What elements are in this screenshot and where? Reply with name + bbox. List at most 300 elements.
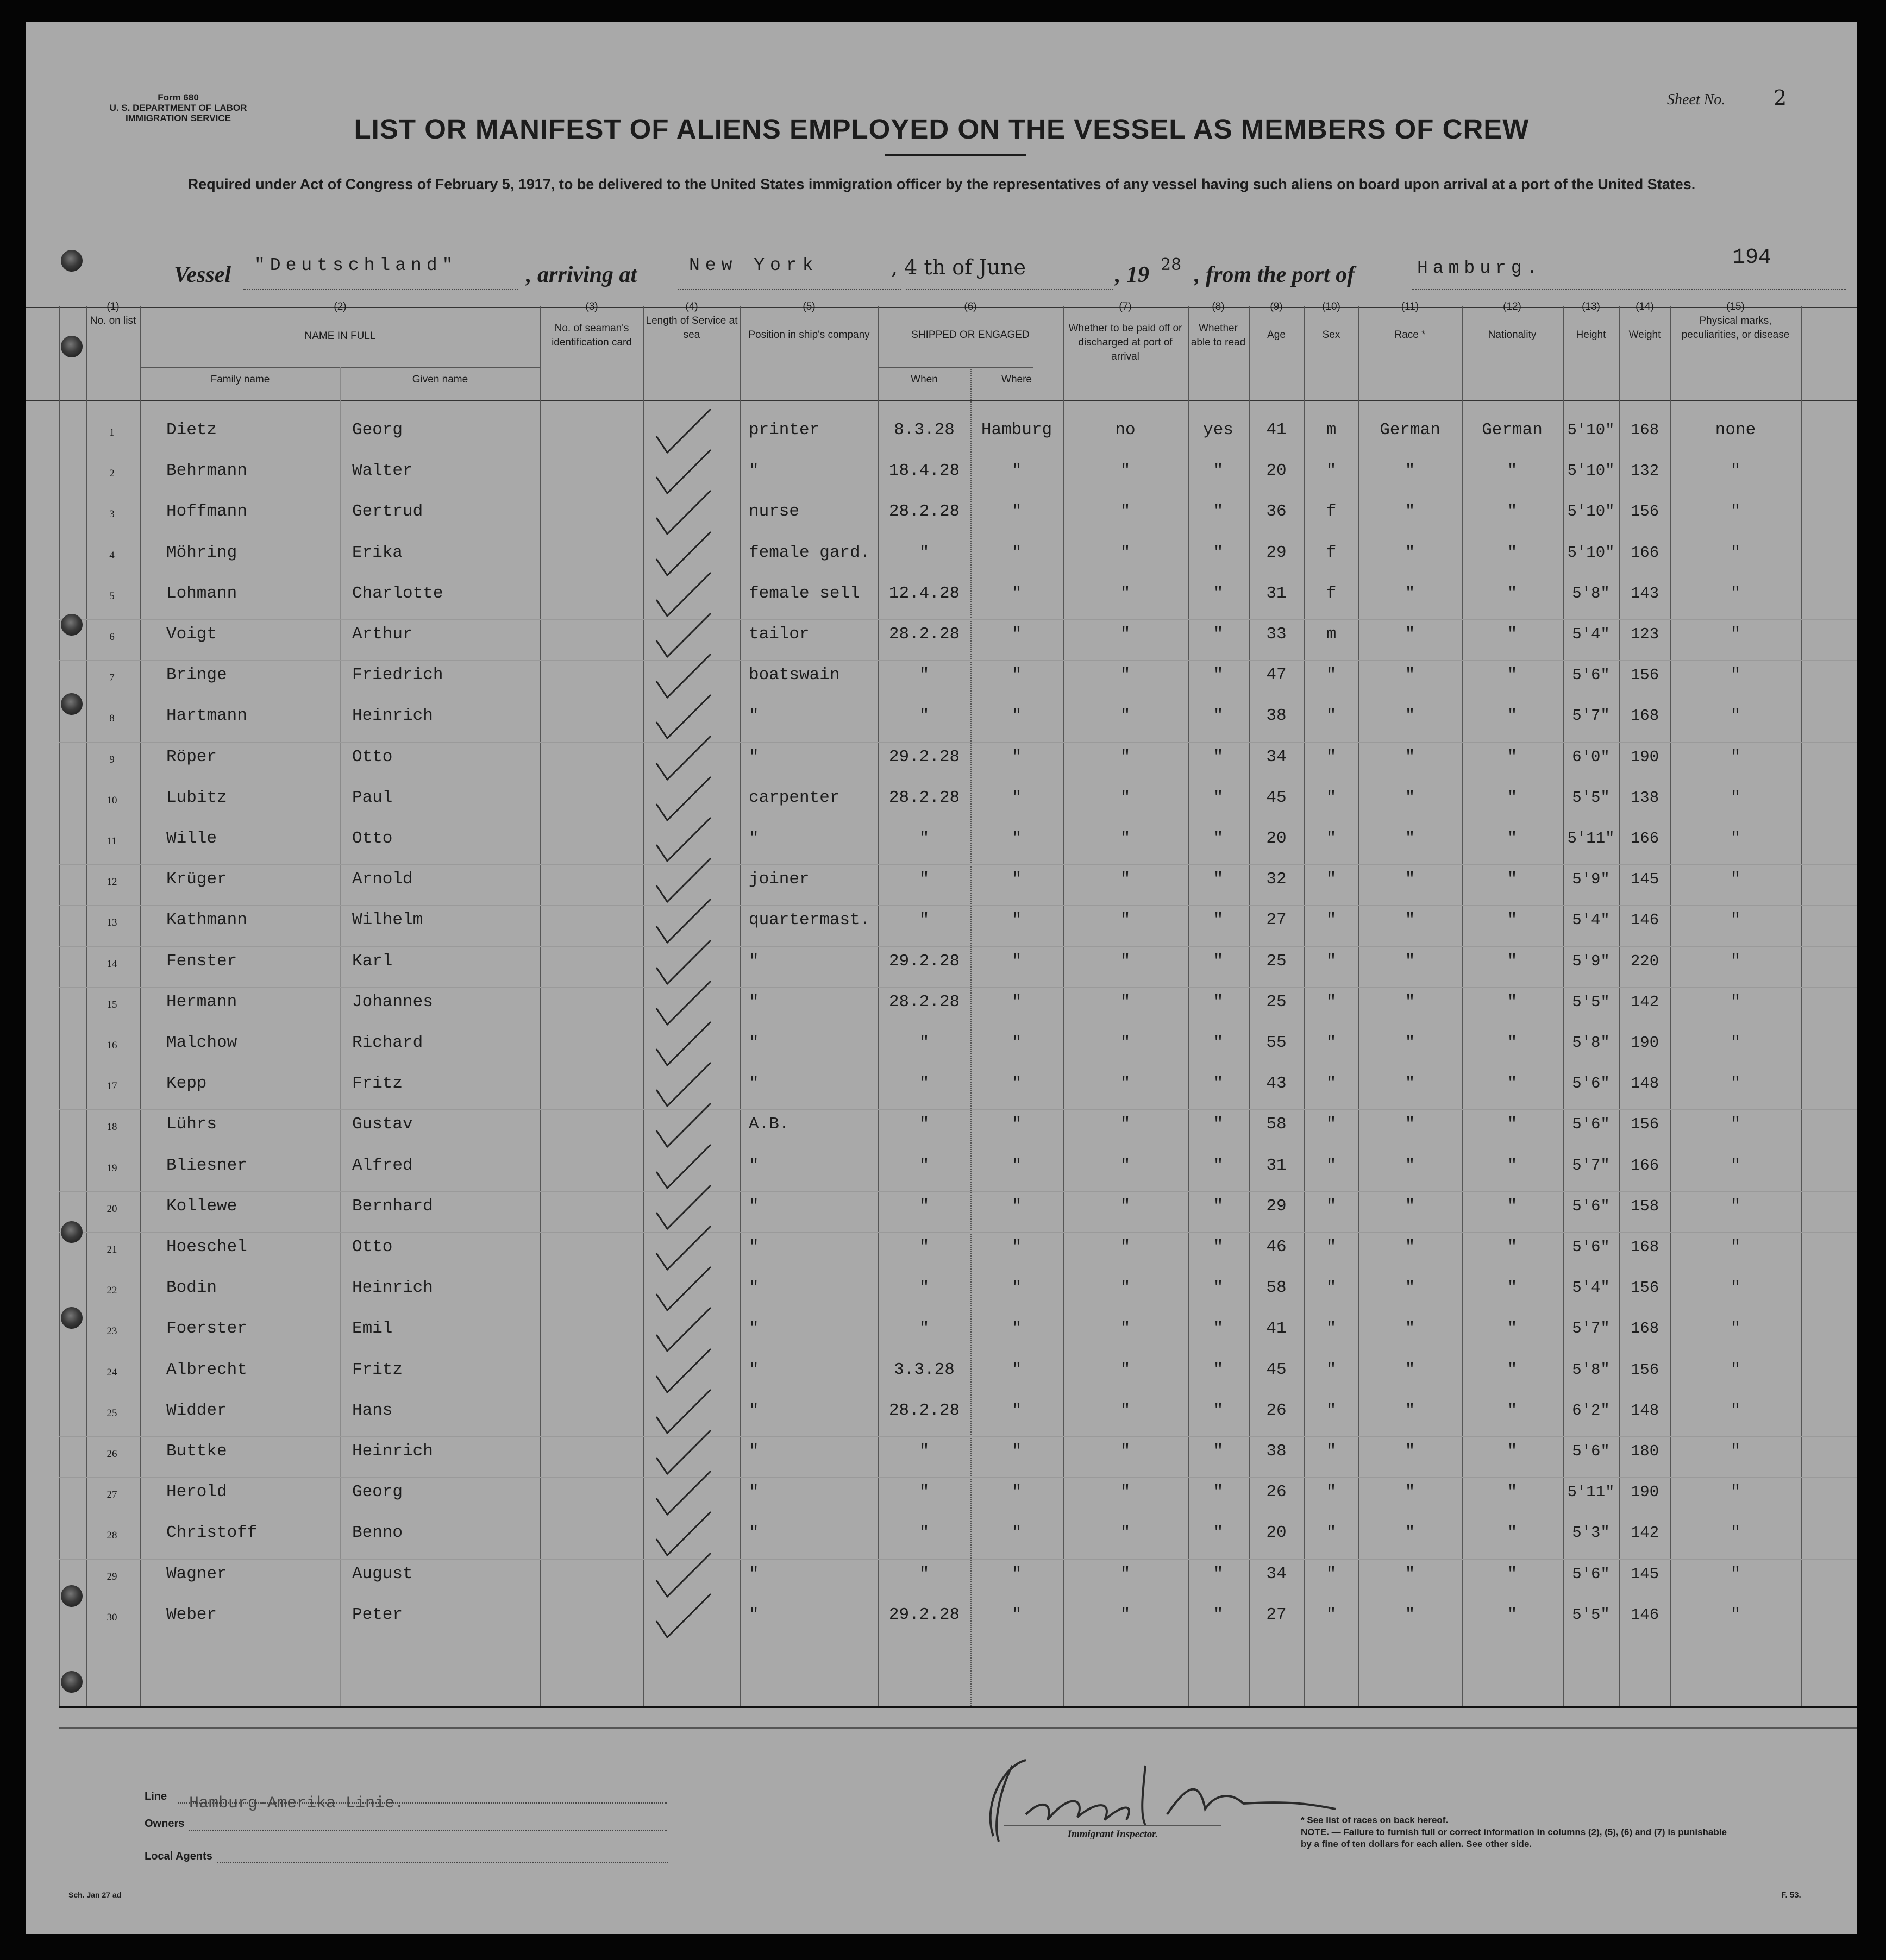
shipped-when-cell: 29.2.28 [888,1605,960,1624]
port-underline [678,289,901,290]
shipped-where-cell: " [1011,1115,1022,1134]
race-cell: " [1405,870,1415,889]
sex-cell: f [1326,543,1337,562]
form-subtitle: Required under Act of Congress of February 5, 1917, to be delivered to the United States immigration officer by the representatives of any vessel having such aliens on board upon arrival at a port of the United States. [187,176,1696,192]
shipped-where-cell: " [1011,788,1022,807]
able-to-read-cell: " [1213,461,1224,481]
given-name-cell: Benno [352,1523,403,1543]
paid-off-cell: " [1120,1482,1131,1502]
position-cell: " [749,992,759,1012]
row-number: 27 [106,1489,117,1501]
height-cell: 5'11" [1567,830,1615,847]
row-number: 9 [109,753,115,765]
physical-marks-cell: " [1730,1605,1741,1624]
race-cell: " [1405,1482,1415,1502]
paid-off-cell: " [1120,1523,1131,1543]
row-number: 30 [106,1611,117,1623]
race-cell: " [1405,1074,1415,1094]
shipped-where-cell: " [1011,1523,1022,1543]
given-name-cell: Arthur [352,625,413,644]
physical-marks-cell: " [1730,625,1741,644]
shipped-where-cell: " [1011,910,1022,930]
col-8-header: (8) Whether able to read [1191,301,1246,348]
physical-marks-cell: " [1730,461,1741,481]
family-given-divider [340,367,341,1706]
sex-cell: f [1326,502,1337,522]
row-number: 20 [106,1203,117,1215]
physical-marks-cell: " [1730,1074,1741,1094]
age-cell: 27 [1266,910,1287,930]
row-number: 8 [109,713,115,725]
position-cell: quartermast. [749,910,870,930]
nationality-cell: " [1507,665,1518,685]
physical-marks-cell: " [1730,951,1741,971]
height-cell: 5'7" [1572,1320,1610,1338]
shipped-when-cell: " [919,1319,930,1339]
sex-cell: " [1326,1442,1337,1461]
physical-marks-cell: " [1730,1442,1741,1461]
family-name-cell: Lohmann [166,583,237,603]
able-to-read-cell: " [1213,1482,1224,1502]
paid-off-cell: " [1120,1442,1131,1461]
weight-cell: 190 [1630,1034,1659,1052]
family-name-cell: Malchow [166,1033,237,1052]
shipped-when-cell: " [919,910,930,930]
paid-off-cell: " [1120,992,1131,1012]
physical-marks-cell: " [1730,543,1741,562]
family-name-cell: Kathmann [166,910,247,930]
family-name-header: Family name [210,374,270,385]
age-cell: 25 [1266,951,1287,971]
shipped-when-cell: 28.2.28 [888,625,960,644]
weight-cell: 156 [1630,666,1659,684]
position-cell: tailor [749,625,810,644]
shipped-when-cell: " [919,829,930,848]
given-name-cell: Georg [352,420,403,439]
given-name-cell: Arnold [352,870,413,889]
races-note: * See list of races on back hereof. [1301,1815,1449,1825]
height-cell: 5'4" [1572,625,1610,643]
race-cell: German [1380,420,1440,439]
race-cell: " [1405,1523,1415,1543]
paid-off-cell: " [1120,951,1131,971]
col-15-header: (15) Physical marks, peculiarities, or disease [1681,301,1790,341]
sex-cell: " [1326,1400,1337,1420]
row-rule [59,946,1857,947]
shipped-when-cell: 28.2.28 [888,502,960,522]
weight-cell: 220 [1630,952,1659,970]
able-to-read-cell: " [1213,1196,1224,1216]
weight-cell: 148 [1630,1075,1659,1093]
shipped-when-cell: " [919,1564,930,1584]
able-to-read-cell: " [1213,788,1224,807]
family-name-cell: Behrmann [166,461,247,481]
nationality-cell: " [1507,1155,1518,1175]
sex-cell: " [1326,1074,1337,1094]
shipped-when-cell: 3.3.28 [894,1360,955,1379]
nationality-cell: " [1507,1196,1518,1216]
check-mark-icon [651,1591,716,1640]
row-number: 23 [106,1325,117,1337]
paid-off-cell: no [1115,420,1136,439]
height-cell: 5'6" [1572,1197,1610,1215]
paid-off-cell: " [1120,543,1131,562]
able-to-read-cell: " [1213,625,1224,644]
family-name-cell: Christoff [166,1523,258,1543]
able-to-read-cell: " [1213,992,1224,1012]
height-cell: 5'6" [1572,1075,1610,1093]
weight-cell: 156 [1630,1360,1659,1379]
shipped-where-cell: " [1011,1033,1022,1052]
family-name-cell: Krüger [166,870,227,889]
nationality-cell: " [1507,747,1518,767]
position-cell: " [749,1278,759,1298]
physical-marks-cell: " [1730,1482,1741,1502]
family-name-cell: Kollewe [166,1196,237,1216]
given-name-cell: Bernhard [352,1196,433,1216]
weight-cell: 168 [1630,1238,1659,1256]
race-cell: " [1405,910,1415,930]
punch-hole [61,1585,83,1607]
race-cell: " [1405,1564,1415,1584]
family-name-cell: Buttke [166,1442,227,1461]
shipped-when-cell: 12.4.28 [888,583,960,603]
shipped-where-cell: " [1011,1278,1022,1298]
col-7-header: (7) Whether to be paid off or discharged at port of arrival [1068,301,1182,362]
height-cell: 5'5" [1572,1605,1610,1624]
row-rule [59,1109,1857,1110]
row-rule [59,619,1857,620]
sex-cell: " [1326,910,1337,930]
row-number: 25 [106,1407,117,1419]
race-cell: " [1405,543,1415,562]
row-number: 26 [106,1448,117,1460]
from-port-label: , from the port of [1194,262,1355,287]
row-rule [59,905,1857,906]
arrival-date: , 4 th of June [891,255,1026,279]
position-cell: " [749,1155,759,1175]
form-department: U. S. DEPARTMENT OF LABOR [109,103,247,113]
race-cell: " [1405,788,1415,807]
local-agents-label: Local Agents [145,1850,212,1862]
sex-cell: " [1326,992,1337,1012]
shipped-when-cell: 28.2.28 [888,788,960,807]
weight-cell: 190 [1630,1483,1659,1502]
able-to-read-cell: " [1213,1564,1224,1584]
column-divider [59,306,60,1706]
sex-cell: " [1326,1033,1337,1052]
weight-cell: 145 [1630,870,1659,889]
weight-cell: 180 [1630,1442,1659,1460]
family-name-cell: Bodin [166,1278,217,1298]
nationality-cell: " [1507,1278,1518,1298]
race-cell: " [1405,951,1415,971]
sex-cell: " [1326,747,1337,767]
age-cell: 47 [1266,665,1287,685]
race-cell: " [1405,706,1415,726]
physical-marks-cell: " [1730,870,1741,889]
row-number: 11 [106,835,117,847]
height-cell: 6'2" [1572,1401,1610,1419]
height-cell: 5'9" [1572,870,1610,889]
shipped-where-cell: " [1011,625,1022,644]
paid-off-cell: " [1120,1074,1131,1094]
height-cell: 5'9" [1572,952,1610,970]
manifest-sheet [26,22,1857,1934]
able-to-read-cell: " [1213,1074,1224,1094]
shipped-where-cell: " [1011,1196,1022,1216]
able-to-read-cell: " [1213,706,1224,726]
weight-cell: 145 [1630,1565,1659,1583]
family-name-cell: Möhring [166,543,237,562]
given-name-cell: Otto [352,1237,393,1257]
weight-cell: 168 [1630,1320,1659,1338]
able-to-read-cell: " [1213,1523,1224,1543]
height-cell: 5'8" [1572,584,1610,602]
nationality-cell: " [1507,1074,1518,1094]
shipped-when-cell: 28.2.28 [888,992,960,1012]
physical-marks-cell: " [1730,1278,1741,1298]
shipped-when-cell: " [919,1523,930,1543]
shipped-when-cell: 28.2.28 [888,1400,960,1420]
col-1-header: (1) No. on list [90,301,136,326]
race-cell: " [1405,1360,1415,1379]
punch-hole [61,250,83,272]
age-cell: 38 [1266,1442,1287,1461]
weight-cell: 156 [1630,1279,1659,1297]
position-cell: " [749,1442,759,1461]
punch-hole [61,336,83,357]
position-cell: " [749,461,759,481]
able-to-read-cell: " [1213,1605,1224,1624]
shipped-where-cell: " [1011,1442,1022,1461]
race-cell: " [1405,502,1415,522]
physical-marks-cell: " [1730,1523,1741,1543]
column-divider [740,306,741,1706]
physical-marks-cell: " [1730,747,1741,767]
position-cell: " [749,1319,759,1339]
nationality-cell: " [1507,788,1518,807]
age-cell: 34 [1266,1564,1287,1584]
position-cell: " [749,1400,759,1420]
shipped-when-cell: " [919,1237,930,1257]
owners-label: Owners [145,1818,185,1830]
physical-marks-cell: " [1730,1564,1741,1584]
vessel-underline [243,289,518,290]
height-cell: 5'11" [1567,1483,1615,1502]
physical-marks-cell: " [1730,1155,1741,1175]
shipped-where-cell: " [1011,543,1022,562]
paid-off-cell: " [1120,1360,1131,1379]
age-cell: 25 [1266,992,1287,1012]
nationality-cell: " [1507,951,1518,971]
height-cell: 5'5" [1572,788,1610,807]
shipped-where-cell: " [1011,583,1022,603]
given-name-cell: Walter [352,461,413,481]
paid-off-cell: " [1120,665,1131,685]
able-to-read-cell: " [1213,1155,1224,1175]
punch-hole [61,1221,83,1243]
punch-hole [61,693,83,715]
given-name-cell: Gertrud [352,502,423,522]
paid-off-cell: " [1120,1319,1131,1339]
row-number: 3 [109,508,115,520]
sex-cell: " [1326,1564,1337,1584]
weight-cell: 168 [1630,707,1659,725]
row-number: 5 [109,590,115,602]
height-cell: 5'6" [1572,1115,1610,1134]
height-cell: 6'0" [1572,747,1610,766]
shipped-where-cell: " [1011,1400,1022,1420]
col-12-header: (12) Nationality [1488,301,1537,341]
family-name-cell: Kepp [166,1074,207,1094]
position-cell: " [749,1605,759,1624]
nationality-cell: " [1507,992,1518,1012]
height-cell: 5'4" [1572,1279,1610,1297]
paid-off-cell: " [1120,1278,1131,1298]
race-cell: " [1405,829,1415,848]
age-cell: 27 [1266,1605,1287,1624]
paid-off-cell: " [1120,870,1131,889]
given-name-cell: August [352,1564,413,1584]
nationality-cell: " [1507,829,1518,848]
age-cell: 45 [1266,1360,1287,1379]
shipped-when-cell: " [919,543,930,562]
weight-cell: 142 [1630,992,1659,1011]
row-number: 6 [109,631,115,643]
weight-cell: 166 [1630,830,1659,847]
footer-rule [59,1727,1857,1729]
weight-cell: 166 [1630,543,1659,562]
able-to-read-cell: " [1213,1319,1224,1339]
family-name-cell: Bringe [166,665,227,685]
age-cell: 46 [1266,1237,1287,1257]
position-cell: " [749,951,759,971]
physical-marks-cell: " [1730,502,1741,522]
physical-marks-cell: " [1730,910,1741,930]
race-cell: " [1405,1196,1415,1216]
able-to-read-cell: " [1213,1360,1224,1379]
race-cell: " [1405,1033,1415,1052]
weight-cell: 146 [1630,1605,1659,1624]
able-to-read-cell: " [1213,1033,1224,1052]
sex-cell: " [1326,461,1337,481]
position-cell: carpenter [749,788,840,807]
row-number: 17 [106,1080,117,1092]
shipped-when-cell: " [919,1442,930,1461]
position-cell: " [749,1482,759,1502]
col-14-header: (14) Weight [1628,301,1661,341]
row-number: 10 [106,794,117,806]
given-name-cell: Fritz [352,1360,403,1379]
physical-marks-cell: " [1730,665,1741,685]
race-cell: " [1405,1278,1415,1298]
paid-off-cell: " [1120,502,1131,522]
age-cell: 33 [1266,625,1287,644]
age-cell: 29 [1266,1196,1287,1216]
sex-cell: m [1326,420,1337,439]
race-cell: " [1405,1115,1415,1134]
row-number: 29 [106,1570,117,1582]
weight-cell: 142 [1630,1524,1659,1542]
date-underline [906,289,1113,290]
nationality-cell: " [1507,1237,1518,1257]
sex-cell: f [1326,583,1337,603]
age-cell: 45 [1266,788,1287,807]
age-cell: 20 [1266,829,1287,848]
nationality-cell: " [1507,1564,1518,1584]
nationality-cell: " [1507,502,1518,522]
paid-off-cell: " [1120,1564,1131,1584]
family-name-cell: Hartmann [166,706,247,726]
shipped-when-cell: 29.2.28 [888,951,960,971]
physical-marks-cell: " [1730,1400,1741,1420]
sheet-number-value: 2 [1774,86,1787,110]
row-number: 14 [106,958,117,970]
col-4-header: (4) Length of Service at sea [646,301,738,341]
height-cell: 5'6" [1572,666,1610,684]
shipped-where-cell: " [1011,992,1022,1012]
able-to-read-cell: " [1213,1278,1224,1298]
inspector-label: Immigrant Inspector. [1067,1829,1158,1840]
row-number: 19 [106,1162,117,1174]
physical-marks-cell: " [1730,583,1741,603]
nationality-cell: German [1482,420,1543,439]
race-cell: " [1405,1400,1415,1420]
age-cell: 31 [1266,1155,1287,1175]
shipped-where-cell: " [1011,1074,1022,1094]
nationality-cell: " [1507,461,1518,481]
position-cell: printer [749,420,820,439]
position-cell: " [749,1237,759,1257]
punch-hole [61,1671,83,1693]
row-number: 24 [106,1366,117,1378]
family-name-cell: Wille [166,829,217,848]
age-cell: 26 [1266,1482,1287,1502]
weight-cell: 138 [1630,788,1659,807]
signature-line [1004,1825,1221,1826]
height-cell: 5'8" [1572,1034,1610,1052]
given-name-cell: Otto [352,747,393,767]
row-number: 16 [106,1040,117,1051]
column-divider [643,306,644,1706]
paid-off-cell: " [1120,625,1131,644]
col-5-header: (5) Position in ship's company [748,301,870,341]
height-cell: 5'10" [1567,502,1615,521]
weight-cell: 123 [1630,625,1659,643]
column-divider [1801,306,1802,1706]
line-label: Line [145,1791,167,1802]
shipped-where-cell: " [1011,1237,1022,1257]
given-name-header: Given name [412,374,468,385]
position-cell: " [749,1523,759,1543]
physical-marks-cell: " [1730,706,1741,726]
given-name-cell: Emil [352,1319,393,1339]
given-name-cell: Alfred [352,1155,413,1175]
sex-cell: m [1326,625,1337,644]
able-to-read-cell: " [1213,747,1224,767]
race-cell: " [1405,1155,1415,1175]
given-name-cell: Georg [352,1482,403,1502]
shipped-when-cell: " [919,1033,930,1052]
shipped-when-cell: " [919,1115,930,1134]
race-cell: " [1405,1319,1415,1339]
physical-marks-cell: " [1730,1237,1741,1257]
shipped-where-cell: " [1011,1605,1022,1624]
sex-cell: " [1326,1319,1337,1339]
sex-cell: " [1326,951,1337,971]
row-rule [59,1191,1857,1192]
